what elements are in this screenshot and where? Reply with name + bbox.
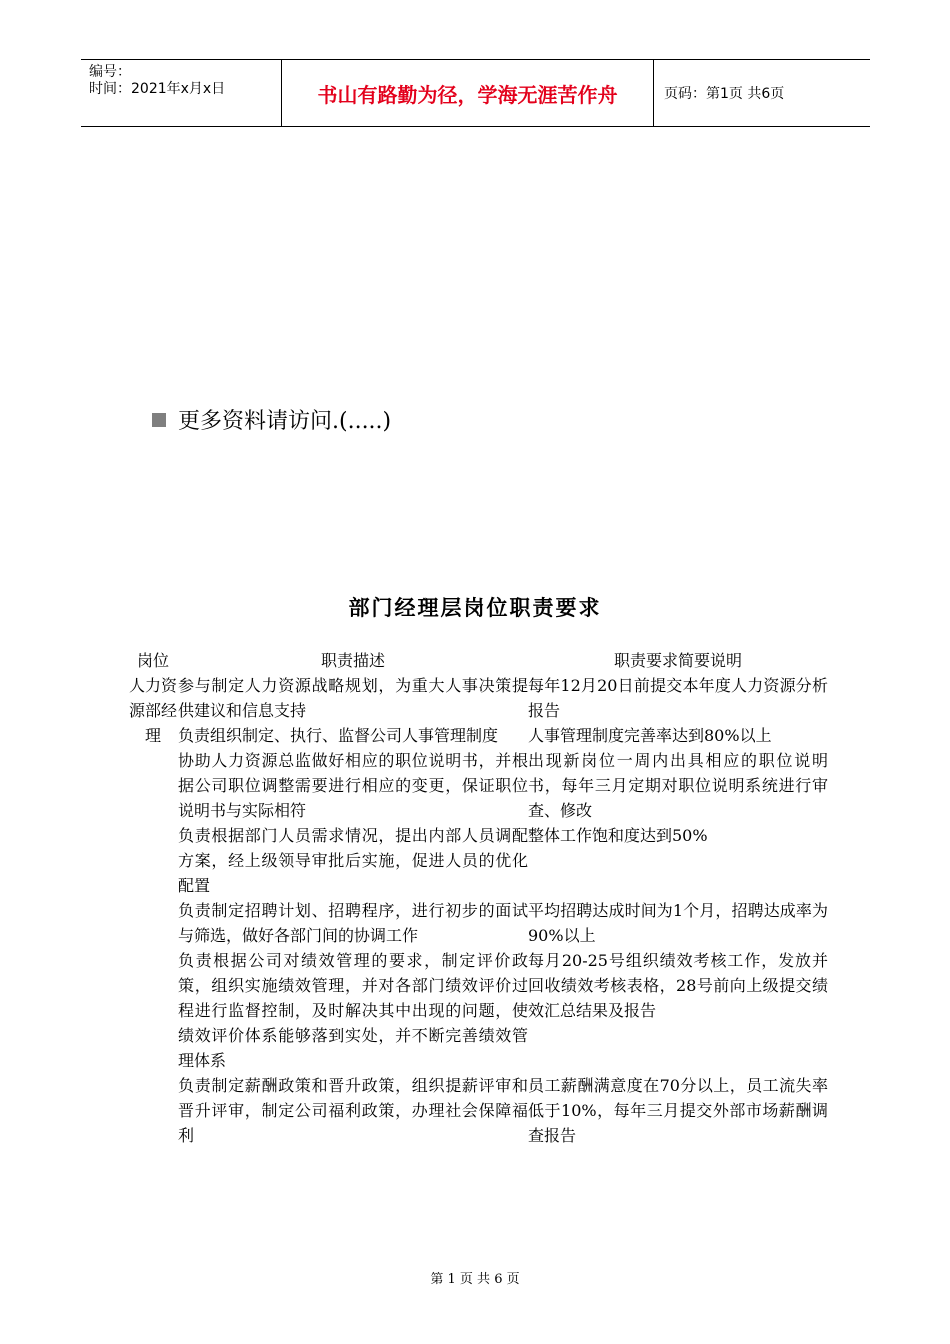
header-page-info: 页码：第1页 共6页 — [664, 86, 785, 102]
duty-description: 负责制定招聘计划、招聘程序，进行初步的面试与筛选，做好各部门间的协调工作 — [178, 901, 528, 945]
table-row — [128, 748, 828, 823]
table-row — [128, 1073, 828, 1148]
header-motto: 书山有路勤为径，学海无涯苦作舟 — [282, 60, 654, 126]
duty-requirement: 出现新岗位一周内出具相应的职位说明书，每年三月定期对职位说明系统进行审查、修改 — [528, 751, 828, 820]
resource-notice — [152, 404, 391, 435]
square-bullet-icon — [152, 413, 166, 427]
duty-requirement: 员工薪酬满意度在70分以上，员工流失率低于10%，每年三月提交外部市场薪酬调查报告 — [528, 1076, 828, 1145]
header-requirement: 职责要求简要说明 — [613, 651, 742, 670]
document-title: 部门经理层岗位职责要求 — [348, 595, 602, 620]
duty-description: 协助人力资源总监做好相应的职位说明书，并根据公司职位调整需要进行相应的变更，保证职位说明书与实际相符 — [178, 751, 528, 820]
table-row — [128, 823, 828, 898]
date-label: 时间：2021年x月x日 — [89, 81, 226, 97]
table-header-row — [128, 648, 828, 673]
duty-description: 负责根据公司对绩效管理的要求，制定评价政策，组织实施绩效管理，并对各部门绩效评价过程进行监督控制，及时解决其中出现的问题，使绩效评价体系能够落到实处，并不断完善绩效管理体系 — [178, 951, 528, 1070]
duty-table — [128, 648, 828, 1148]
header-post: 岗位 — [136, 651, 169, 670]
duty-requirement: 人事管理制度完善率达到80%以上 — [528, 726, 772, 745]
duty-requirement: 整体工作饱和度达到50% — [528, 826, 708, 845]
table-row — [128, 898, 828, 948]
page-header — [81, 59, 870, 127]
table-row — [128, 673, 828, 723]
duty-description: 负责组织制定、执行、监督公司人事管理制度 — [178, 726, 499, 745]
duty-requirement: 平均招聘达成时间为1个月，招聘达成率为90%以上 — [528, 901, 828, 945]
header-description: 职责描述 — [320, 651, 385, 670]
post-name: 人力资源部经理 — [128, 676, 177, 745]
duty-requirement: 每年12月20日前提交本年度人力资源分析报告 — [528, 676, 828, 720]
serial-label: 编号： — [89, 64, 131, 80]
duty-description: 负责根据部门人员需求情况，提出内部人员调配方案，经上级领导审批后实施，促进人员的优化配置 — [178, 826, 528, 895]
page-footer: 第 1 页 共 6 页 — [430, 1272, 520, 1287]
duty-description: 参与制定人力资源战略规划，为重大人事决策提供建议和信息支持 — [178, 676, 528, 720]
duty-requirement: 每月20-25号组织绩效考核工作，发放并回收绩效考核表格，28号前向上级提交绩效汇总结果及报告 — [528, 951, 828, 1020]
notice-text: 更多资料请访问.(.....) — [178, 409, 392, 434]
duty-description: 负责制定薪酬政策和晋升政策，组织提薪评审和晋升评审，制定公司福利政策，办理社会保障福利 — [178, 1076, 528, 1145]
table-row — [128, 948, 828, 1073]
header-meta — [81, 60, 282, 126]
table-row — [128, 723, 828, 748]
